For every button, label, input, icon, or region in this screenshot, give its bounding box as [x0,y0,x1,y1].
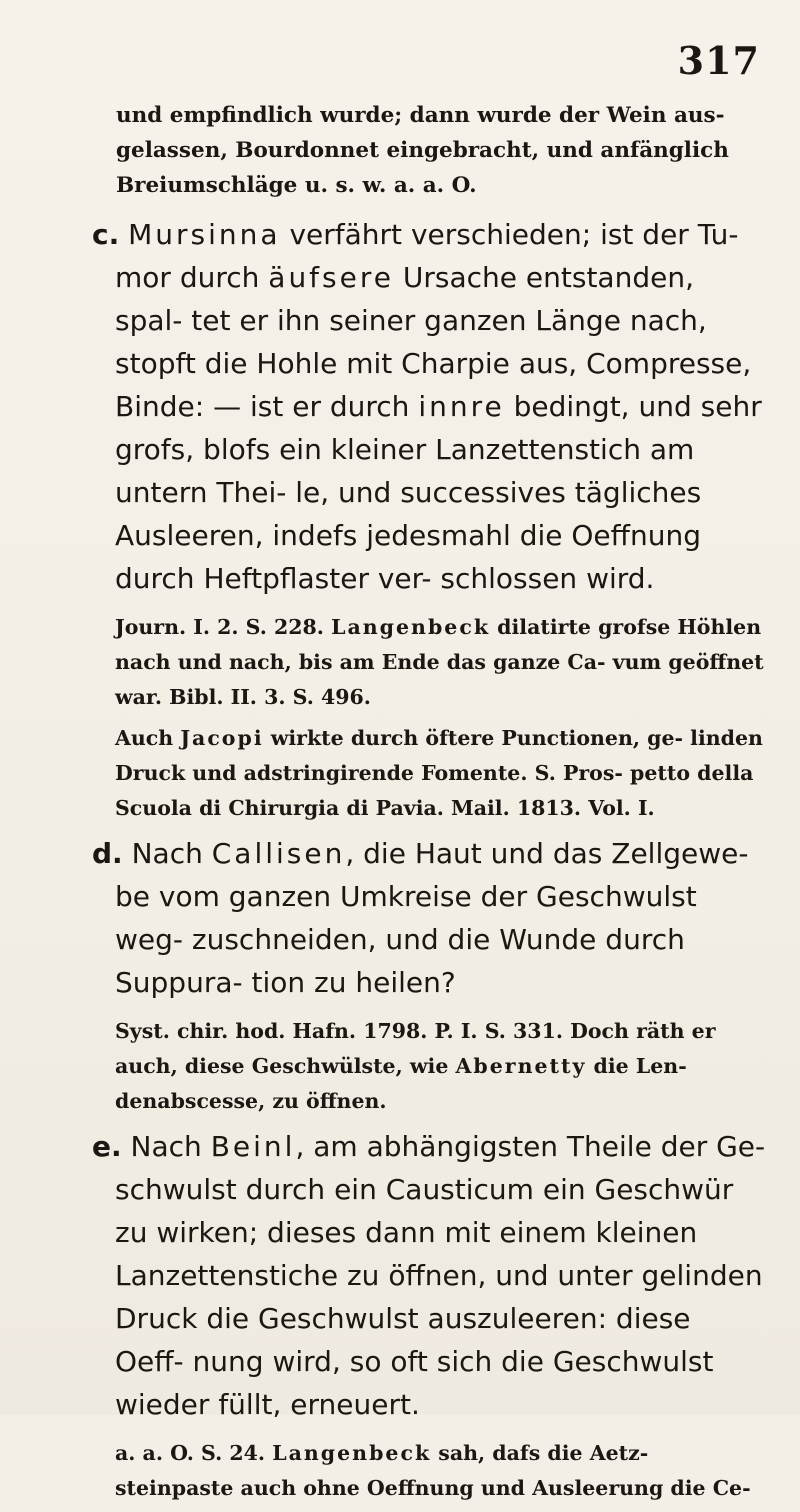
page-body [92,98,767,1512]
paragraph-d-text-2: , die Haut und das Zellgewe- be vom ganzen Umkreise der Geschwulst weg- zuschneiden, und die Wunde durch Suppura- tion zu heilen? [115,837,749,999]
page-number: 317 [677,38,760,83]
author-name-mursinna: Mursinna [128,218,281,251]
emphasis-innre: innre [418,390,505,423]
footnote-c-jacopi [92,721,767,826]
continued-paragraph: und empfindlich wurde; dann wurde der Wein aus- gelassen, Bourdonnet eingebracht, und anfänglich Breiumschläge u. s. w. a. a. O. [116,103,729,198]
paragraph-c-text-3: bedingt, und sehr grofs, blofs ein kleiner Lanzettenstich am untern Thei- le, und successives tägliches Ausleeren, indefs jedesmahl die Oeffnung durch Heftpflaster ver- schlossen wird. [115,390,762,595]
author-name-beinl: Beinl [210,1130,296,1163]
item-label-c: c. [92,218,120,251]
author-name-jacopi: Jacopi [180,726,264,750]
item-label-d: d. [92,837,123,870]
footnote-d-syst [92,1014,767,1119]
footnote-c-jacopi-text-1: Auch [115,726,181,750]
paragraph-e-text-2: , am abhängigsten Theile der Ge- schwulst durch ein Causticum ein Geschwür zu wirken; dieses dann mit einem kleinen Lanzettenstiche zu öffnen, und unter gelinden Druck die Geschwulst auszuleeren: diese Oeff- nung wird, so oft sich die Geschwulst wieder füllt, erneuert. [115,1130,766,1421]
footnote-c-jacopi-text-2: wirkte durch öftere Punctionen, ge- linden Druck und adstringirende Fomente. S. Pros- petto della Scuola di Chirurgia di Pavia. Mail. 1813. Vol. I. [115,726,763,820]
emphasis-aeussere: äufsere [268,261,394,294]
author-name-abernetty: Abernetty [455,1054,587,1078]
footnote-c-journ-text-1: Journ. I. 2. S. 228. [115,615,332,639]
footnote-e-text-2: sah, dafs die Aetz- steinpaste auch ohne Oeffnung und Ausleerung die Ce- [115,1441,751,1500]
author-name-langenbeck: Langenbeck [331,615,491,639]
paragraph-e-text-1: Nach [130,1130,211,1163]
footnote-d-syst-text-2: die Len- denabscesse, zu öffnen. [115,1054,687,1113]
footnote-e-langenbeck [92,1436,767,1506]
paragraph-c [92,213,767,600]
author-name-langenbeck-2: Langenbeck [272,1441,432,1465]
paragraph-e [92,1125,767,1426]
paragraph-d [92,832,767,1004]
author-name-callisen: Callisen [211,837,346,870]
footnote-d-syst-text-1: Syst. chir. hod. Hafn. 1798. P. I. S. 331. Doch räth er auch, diese Geschwülste, wie [115,1019,716,1078]
footnote-e-text-1: a. a. O. S. 24. [115,1441,273,1465]
item-label-e: e. [92,1130,122,1163]
footnote-c-journ-text-2: dilatirte grofse Höhlen nach und nach, bis am Ende das ganze Ca- vum geöffnet war. Bibl. II. 3. S. 496. [115,615,764,709]
paragraph-c-text-2: Ursache entstanden, spal- tet er ihn seiner ganzen Länge nach, stopft die Hohle mit Charpie aus, Compresse, Binde: — ist er durch [115,261,752,423]
footnote-c-journ [92,610,767,715]
paragraph-c-text-1: verfährt verschieden; ist der Tu- mor durch [115,218,739,294]
paragraph-d-text-1: Nach [131,837,212,870]
